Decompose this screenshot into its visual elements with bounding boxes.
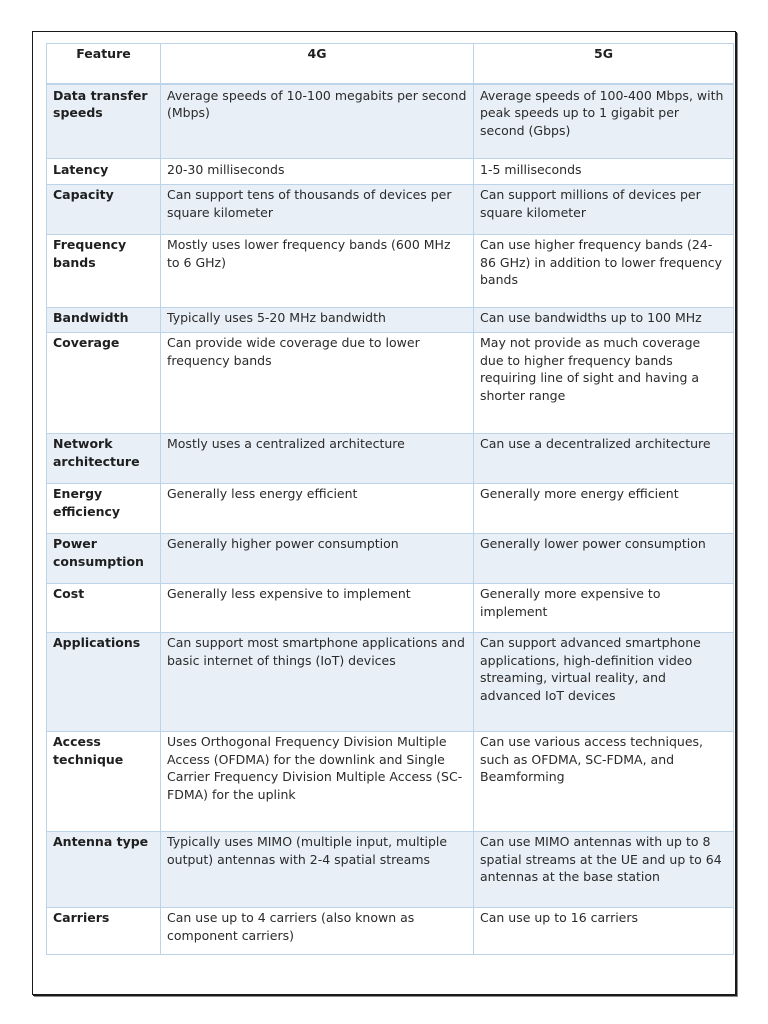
- 5g-cell: Can use higher frequency bands (24-86 GHz) in addition to lower frequency bands: [474, 235, 734, 308]
- table-row: [47, 832, 734, 908]
- table-row: [47, 534, 734, 584]
- table-row: [47, 434, 734, 484]
- feature-cell: Access technique: [47, 732, 161, 832]
- table-row: [47, 185, 734, 235]
- 5g-cell: Can use up to 16 carriers: [474, 908, 734, 955]
- feature-cell: Capacity: [47, 185, 161, 235]
- feature-cell: Frequency bands: [47, 235, 161, 308]
- 5g-cell: Average speeds of 100-400 Mbps, with peak speeds up to 1 gigabit per second (Gbps): [474, 84, 734, 159]
- table-row: [47, 584, 734, 633]
- 5g-cell: Generally more expensive to implement: [474, 584, 734, 633]
- 4g-cell: Uses Orthogonal Frequency Division Multiple Access (OFDMA) for the downlink and Single Carrier Frequency Division Multiple Access (SC-FDMA) for the uplink: [161, 732, 474, 832]
- comparison-table: [46, 43, 734, 955]
- 5g-cell: May not provide as much coverage due to higher frequency bands requiring line of sight and having a shorter range: [474, 333, 734, 434]
- table-row: [47, 333, 734, 434]
- 5g-cell: Can support advanced smartphone applications, high-definition video streaming, virtual reality, and advanced IoT devices: [474, 633, 734, 732]
- table-row: [47, 908, 734, 955]
- feature-cell: Applications: [47, 633, 161, 732]
- 4g-cell: Can use up to 4 carriers (also known as component carriers): [161, 908, 474, 955]
- 5g-cell: 1-5 milliseconds: [474, 159, 734, 185]
- 5g-cell: Can use bandwidths up to 100 MHz: [474, 308, 734, 333]
- table-row: [47, 732, 734, 832]
- feature-cell: Latency: [47, 159, 161, 185]
- feature-cell: Network architecture: [47, 434, 161, 484]
- table-row: [47, 235, 734, 308]
- header-5g: 5G: [474, 44, 734, 84]
- 4g-cell: 20-30 milliseconds: [161, 159, 474, 185]
- 4g-cell: Average speeds of 10-100 megabits per second (Mbps): [161, 84, 474, 159]
- header-4g: 4G: [161, 44, 474, 84]
- 4g-cell: Can support tens of thousands of devices per square kilometer: [161, 185, 474, 235]
- feature-cell: Energy efficiency: [47, 484, 161, 534]
- 5g-cell: Generally lower power consumption: [474, 534, 734, 584]
- feature-cell: Antenna type: [47, 832, 161, 908]
- 5g-cell: Can support millions of devices per square kilometer: [474, 185, 734, 235]
- table-header-row: [47, 44, 734, 84]
- table-row: [47, 633, 734, 732]
- 4g-cell: Generally higher power consumption: [161, 534, 474, 584]
- header-feature: Feature: [47, 44, 161, 84]
- 4g-cell: Mostly uses a centralized architecture: [161, 434, 474, 484]
- table-row: [47, 84, 734, 159]
- table-row: [47, 159, 734, 185]
- feature-cell: Data transfer speeds: [47, 84, 161, 159]
- 4g-cell: Generally less energy efficient: [161, 484, 474, 534]
- 4g-cell: Generally less expensive to implement: [161, 584, 474, 633]
- feature-cell: Bandwidth: [47, 308, 161, 333]
- 4g-cell: Typically uses MIMO (multiple input, multiple output) antennas with 2-4 spatial streams: [161, 832, 474, 908]
- table-row: [47, 484, 734, 534]
- 5g-cell: Generally more energy efficient: [474, 484, 734, 534]
- 5g-cell: Can use various access techniques, such as OFDMA, SC-FDMA, and Beamforming: [474, 732, 734, 832]
- 4g-cell: Can support most smartphone applications and basic internet of things (IoT) devices: [161, 633, 474, 732]
- feature-cell: Coverage: [47, 333, 161, 434]
- 4g-cell: Can provide wide coverage due to lower frequency bands: [161, 333, 474, 434]
- feature-cell: Power consumption: [47, 534, 161, 584]
- 4g-cell: Mostly uses lower frequency bands (600 MHz to 6 GHz): [161, 235, 474, 308]
- 5g-cell: Can use a decentralized architecture: [474, 434, 734, 484]
- 4g-cell: Typically uses 5-20 MHz bandwidth: [161, 308, 474, 333]
- table-row: [47, 308, 734, 333]
- 5g-cell: Can use MIMO antennas with up to 8 spatial streams at the UE and up to 64 antennas at the base station: [474, 832, 734, 908]
- feature-cell: Cost: [47, 584, 161, 633]
- feature-cell: Carriers: [47, 908, 161, 955]
